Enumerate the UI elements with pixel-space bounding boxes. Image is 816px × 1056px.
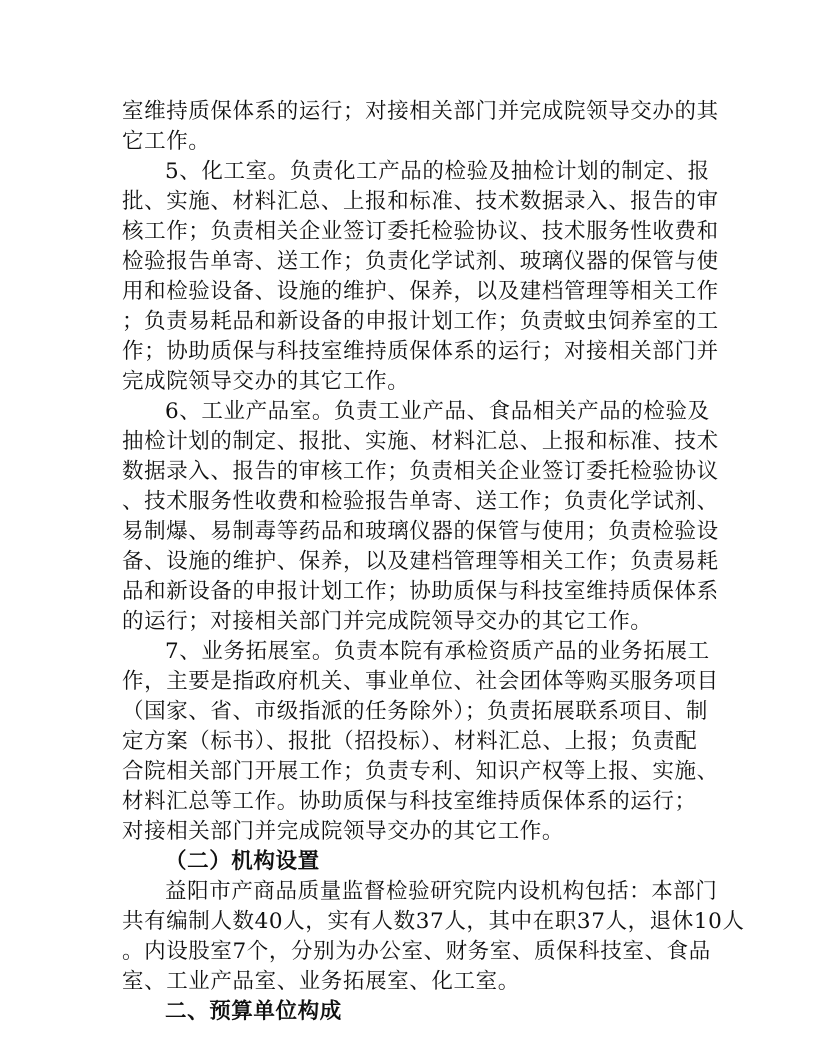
text-line-16: 备、设施的维护、保养，以及建档管理等相关工作；负责易耗 xyxy=(122,549,719,574)
text-line-18: 的运行；对接相关部门并完成院领导交办的其它工作。 xyxy=(122,609,653,634)
text-line-6: 检验报告单寄、送工作；负责化学试剂、玻璃仪器的保管与使 xyxy=(122,249,719,274)
text-line-28: 共有编制人数40人，实有人数37人，其中在职37人，退休10人 xyxy=(122,909,745,934)
text-line-8: ；负责易耗品和新设备的申报计划工作；负责蚊虫饲养室的工 xyxy=(122,309,719,334)
section-6-start: 6、工业产品室。负责工业产品、食品相关产品的检验及 xyxy=(165,399,710,424)
text-line-7: 用和检验设备、设施的维护、保养，以及建档管理等相关工作 xyxy=(122,279,719,304)
text-line-21: （国家、省、市级指派的任务除外）；负责拓展联系项目、制 xyxy=(122,699,708,724)
text-line-17: 品和新设备的申报计划工作；协助质保与科技室维持质保体系 xyxy=(122,579,719,604)
text-line-23: 合院相关部门开展工作；负责专利、知识产权等上报、实施、 xyxy=(122,759,719,784)
text-line-22: 定方案（标书）、报批（招投标）、材料汇总、上报；负责配 xyxy=(122,729,698,754)
text-line-12: 抽检计划的制定、报批、实施、材料汇总、上报和标准、技术 xyxy=(122,429,719,454)
org-setup-start: 益阳市产商品质量监督检验研究院内设机构包括：本部门 xyxy=(165,879,718,904)
text-line-14: 、技术服务性收费和检验报告单寄、送工作；负责化学试剂、 xyxy=(122,489,719,514)
text-line-2: 它工作。 xyxy=(122,129,211,154)
text-line-24: 材料汇总等工作。协助质保与科技室维持质保体系的运行； xyxy=(122,789,697,814)
text-line-25: 对接相关部门并完成院领导交办的其它工作。 xyxy=(122,819,565,844)
text-line-4: 批、实施、材料汇总、上报和标准、技术数据录入、报告的审 xyxy=(122,189,719,214)
text-line-20: 作，主要是指政府机关、事业单位、社会团体等购买服务项目 xyxy=(122,669,719,694)
text-line-29: 。内设股室7个，分别为办公室、财务室、质保科技室、食品 xyxy=(122,939,711,964)
text-line-9: 作；协助质保与科技室维持质保体系的运行；对接相关部门并 xyxy=(122,339,719,364)
text-line-10: 完成院领导交办的其它工作。 xyxy=(122,369,410,394)
section-5-start: 5、化工室。负责化工产品的检验及抽检计划的制定、报 xyxy=(165,159,710,184)
heading-organization-setup: （二）机构设置 xyxy=(165,849,320,874)
section-7-start: 7、业务拓展室。负责本院有承检资质产品的业务拓展工 xyxy=(165,639,710,664)
text-line-15: 易制爆、易制毒等药品和玻璃仪器的保管与使用；负责检验设 xyxy=(122,519,719,544)
heading-budget-unit-composition: 二、预算单位构成 xyxy=(165,999,342,1024)
text-line-13: 数据录入、报告的审核工作；负责相关企业签订委托检验协议 xyxy=(122,459,719,484)
text-line-30: 室、工业产品室、业务拓展室、化工室。 xyxy=(122,969,520,994)
text-line-5: 核工作；负责相关企业签订委托检验协议、技术服务性收费和 xyxy=(122,219,719,244)
text-line-1: 室维持质保体系的运行；对接相关部门并完成院领导交办的其 xyxy=(122,99,719,124)
